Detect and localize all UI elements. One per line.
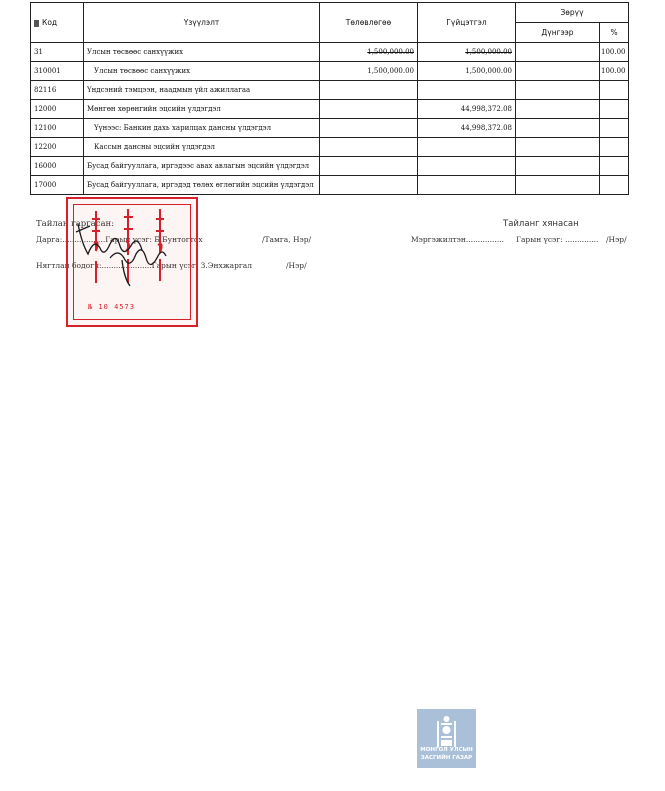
row-label: Бусад байгууллага, иргэдэд төлөх өглөгийн эцсийн үлдэгдэл [84,176,320,195]
row-actual: 1,500,000.00 [418,62,516,81]
header-code: Код [31,3,84,43]
row-code: 16000 [31,157,84,176]
row-code: 12200 [31,138,84,157]
row-actual [418,81,516,100]
row-code: 12000 [31,100,84,119]
government-logo [417,709,476,768]
row-pct: 100.00 [600,62,629,81]
row-pct [600,157,629,176]
row-code: 12100 [31,119,84,138]
row-diff [516,43,600,62]
row-actual [418,157,516,176]
row-pct [600,100,629,119]
row-label: Үндсэний тэмцээн, наадмын үйл ажиллагаа [84,81,320,100]
auditor-line: Мэргэжилтэн................ [411,235,504,244]
table-row [31,176,629,195]
row-label: Үүнээс: Банкин дахь харилцах дансны үлдэгдэл [84,119,320,138]
table-row [31,100,629,119]
row-plan [320,138,418,157]
row-code: 310001 [31,62,84,81]
row-plan: 1,500,000.00 [320,43,418,62]
prepared-title: Тайлан гаргасан: [36,219,115,229]
director-line: Дарга:..................Гарын үсэг: Б.Бунтогтох [36,235,203,244]
row-plan: 1,500,000.00 [320,62,418,81]
row-label: Кассын дансны эцсийн үлдэгдэл [84,138,320,157]
table-row [31,43,629,62]
row-diff [516,119,600,138]
logo-line2: ЗАСГИЙН ГАЗАР [420,755,473,761]
row-plan [320,157,418,176]
row-code: 31 [31,43,84,62]
signature-marks [70,212,180,292]
table-row [31,81,629,100]
checked-title: Тайланг хянасан [503,219,579,229]
row-actual: 44,998,372.08 [418,119,516,138]
row-plan [320,100,418,119]
row-actual: 1,500,000.00 [418,43,516,62]
accountant-line: Нягтлан бодогч:.....................Гарын үсэг: З.Энхжаргал [36,261,253,270]
row-pct [600,176,629,195]
row-diff [516,81,600,100]
row-label: Улсын төсвөөс санхүүжих [84,62,320,81]
director-seal-label: /Тамга, Нэр/ [262,235,312,244]
row-label: Улсын төсвөөс санхүүжих [84,43,320,62]
row-diff [516,100,600,119]
row-pct [600,138,629,157]
row-pct [600,81,629,100]
table-row [31,119,629,138]
soyombo-icon [417,711,476,751]
row-label: Бусад байгууллага, иргэдээс авах авлагын эцсийн үлдэгдэл [84,157,320,176]
header-actual: Гүйцэтгэл [418,3,516,43]
row-code: 82116 [31,81,84,100]
header-indicator: Үзүүлэлт [84,3,320,43]
row-plan [320,119,418,138]
logo-line1: МОНГОЛ УЛСЫН [420,747,473,753]
row-plan [320,81,418,100]
row-label: Мөнгөн хөрөнгийн эцсийн үлдэгдэл [84,100,320,119]
row-diff [516,62,600,81]
row-pct: 100.00 [600,43,629,62]
document-icon [34,20,39,27]
row-diff [516,138,600,157]
header-plan: Төлөвлөгөө [320,3,418,43]
row-diff [516,157,600,176]
accountant-name-label: /Нэр/ [286,261,307,270]
stamp-number: № 10 4573 [88,303,135,311]
table-row [31,62,629,81]
table-row [31,157,629,176]
header-difference: Зөрүү [516,3,629,23]
row-pct [600,119,629,138]
header-percent: % [600,23,629,43]
row-diff [516,176,600,195]
row-actual: 44,998,372.08 [418,100,516,119]
auditor-name-label: /Нэр/ [606,235,627,244]
row-plan [320,176,418,195]
report-table [30,2,629,195]
header-amount: Дүнгээр [516,23,600,43]
table-row [31,138,629,157]
auditor-sign: Гарын үсэг: .............. [516,235,599,244]
row-actual [418,176,516,195]
row-code: 17000 [31,176,84,195]
row-actual [418,138,516,157]
